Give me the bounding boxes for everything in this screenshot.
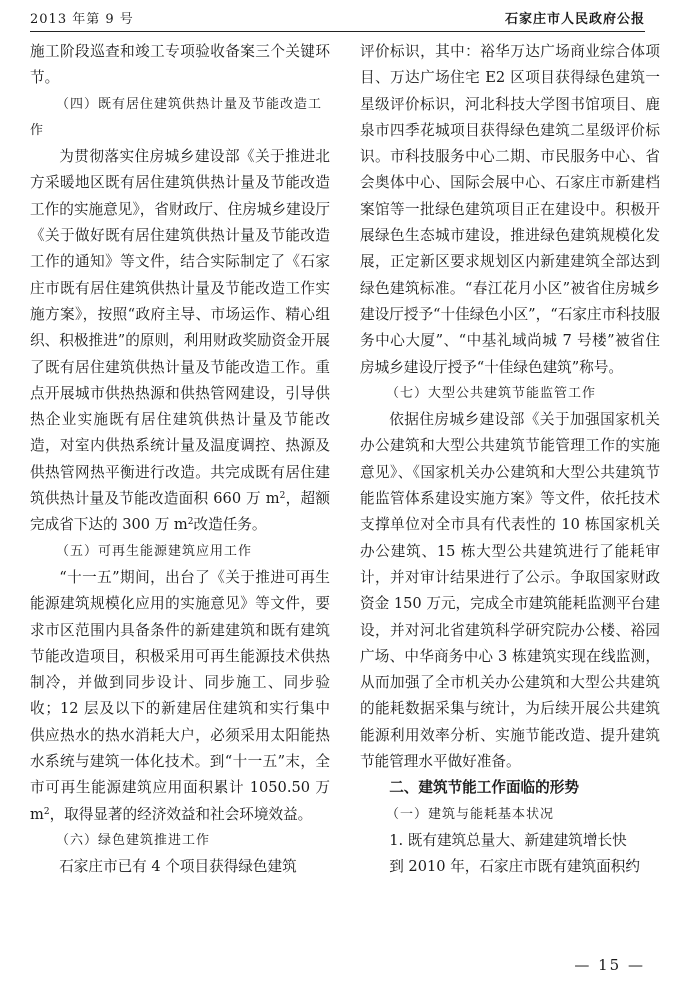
text-run: 为贯彻落实住房城乡建设部《关于推进北方采暖地区既有居住建筑供热计量及节能改造工作的实施意见》，省财政厅、住房城乡建设厅《关于做好既有居住建筑供热计量及节能改造工作的通知》等文件，结合实际制定了《石家庄市既有居住建筑供热计量及节能改造工作实施方案》，按照“政府主导、市场运作、精心组织、积极推进”的原则，利用财政奖励资金开展了既有居住建筑供热计量及节能改造工作。重点开展城市供热热源和供热管网建设，引导供热企业实施既有居住建筑供热计量及节能改造，对室内供热系统计量及温度调控、热源及供热管网热平衡进行改造。共完成既有居住建筑供热计量及节能改造面积 660 万 m — [30, 148, 330, 508]
section-heading-4: （四）既有居住建筑供热计量及节能改造工作 — [30, 96, 323, 138]
page-number: — 15 — — [574, 956, 645, 974]
text-run: ，取得显著的经济效益和社会环境效益。 — [49, 805, 313, 823]
paragraph-section-6-continued: 评价标识，其中：裕华万达广场商业综合体项目、万达广场住宅 E2 区项目获得绿色建筑一星级评价标识，河北科技大学图书馆项目、鹿泉市四季花城项目获得绿色建筑二星级评价标识。市科技服务中心二期、市民服务中心、省会奥体中心、国际会展中心、石家庄市新建档案馆等一批绿色建筑项目正在建设中。积极开展绿色生态城市建设，推进绿色建筑规模化发展，正定新区要求规划区内新建建筑全部达到绿色建筑标准。“春江花月小区”被省住房城乡建设厅授予“十佳绿色小区”，“石家庄市科技服务中心大厦”、“中基礼域尚城 7 号楼”被省住房城乡建设厅授予“十佳绿色建筑”称号。 — [360, 43, 660, 376]
page-header — [30, 8, 645, 30]
text-run: ，超额完成省下达的 300 万 m — [30, 490, 330, 534]
section-heading-6: （六）绿色建筑推进工作 — [56, 832, 211, 848]
section-heading-5: （五）可再生能源建筑应用工作 — [56, 543, 253, 559]
paragraph-section-6: 石家庄市已有 4 个项目获得绿色建筑 — [59, 858, 297, 876]
text-run: 改造任务。 — [193, 516, 267, 534]
header-divider — [30, 31, 645, 32]
section-heading-2-1: （一）建筑与能耗基本状况 — [386, 806, 555, 822]
paragraph-section-4 — [30, 144, 330, 538]
superscript: 2 — [279, 491, 286, 502]
section-heading-7: （七）大型公共建筑节能监管工作 — [386, 385, 597, 401]
journal-title: 石家庄市人民政府公报 — [504, 12, 645, 27]
right-column — [360, 39, 660, 881]
text-run: “十一五”期间，出台了《关于推进可再生能源建筑规模化应用的实施意见》等文件，要求市区范围内具备条件的新建建筑和既有建筑节能改造项目，积极采用可再生能源技术供热制冷，并做到同步设计、同步施工、同步验收；12 层及以下的新建居住建筑和实行集中供应热水的热水消耗大户，必须采用太阳能热水系统与建筑一体化技术。到“十一五”末，全市可再生能源建筑应用面积累计 1050.50 万 m — [30, 568, 330, 823]
paragraph-item-1-text: 到 2010 年，石家庄市既有建筑面积约 — [389, 858, 640, 876]
left-column — [30, 39, 330, 881]
superscript: 2 — [43, 806, 50, 817]
paragraph-intro: 施工阶段巡查和竣工专项验收备案三个关键环节。 — [30, 43, 330, 87]
paragraph-item-1-title: 1. 既有建筑总量大、新建建筑增长快 — [389, 831, 627, 849]
superscript: 2 — [187, 517, 194, 528]
paragraph-section-7: 依据住房城乡建设部《关于加强国家机关办公建筑和大型公共建筑节能管理工作的实施意见》、《国家机关办公建筑和大型公共建筑节能监管体系建设实施方案》等文件，依托技术支撑单位对全市具有代表性的 10 栋国家机关办公建筑、15 栋大型公共建筑进行了能耗审计，并对审计结果进行了公示。争取国家财政资金 150 万元，完成全市建筑能耗监测平台建设，并对河北省建筑科学研究院办公楼、裕园广场、中华商务中心 3 栋建筑实现在线监测，从而加强了全市机关办公建筑和大型公共建筑的能耗数据采集与统计，为后续开展公共建筑能源利用效率分析、实施节能改造、提升建筑节能管理水平做好准备。 — [360, 411, 660, 771]
chapter-heading-2: 二、建筑节能工作面临的形势 — [389, 779, 579, 797]
paragraph-section-5 — [30, 565, 330, 828]
issue-label: 2013 年第 9 号 — [30, 12, 134, 27]
